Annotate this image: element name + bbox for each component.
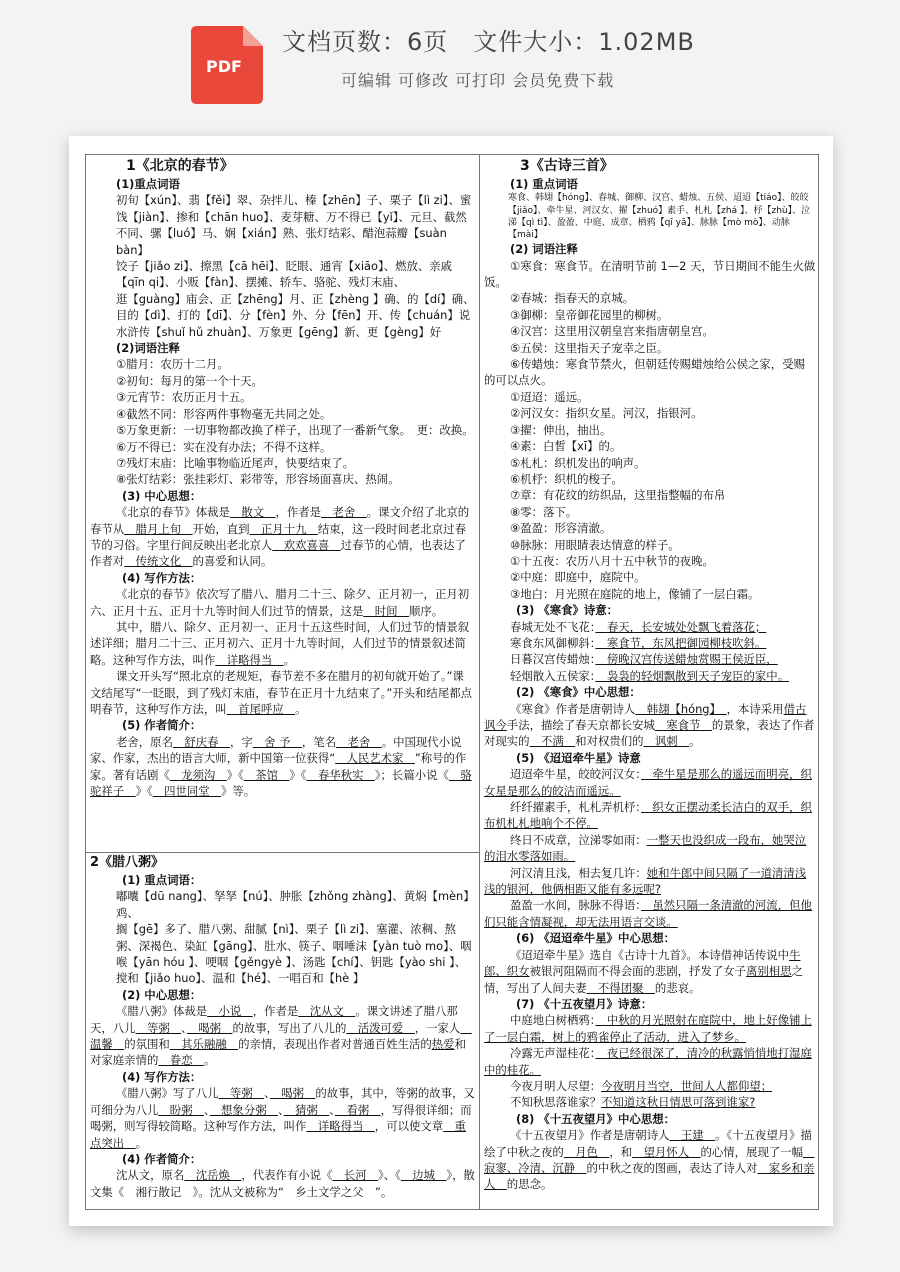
document-page [69, 136, 833, 1226]
text-line: ①十五夜：农历八月十五中秋节的夜晚。 [510, 553, 714, 568]
text-line: 中庭地白树栖鸦： 中秋的月光照射在庭院中，地上好像铺上了一层白霜，树上的鸦雀停止了活动，进入了梦乡。 [484, 1013, 812, 1044]
section-heading: 2《腊八粥》 [90, 855, 165, 870]
text-line: ⑧零：落下。 [510, 504, 578, 519]
text-line: ①腊月：农历十二月。 [116, 357, 229, 372]
text-line: 迢迢牵牛星，皎皎河汉女： 牵牛星是那么的遥远而明亮，织女星是那么的皎洁而遥远。 [484, 767, 812, 798]
section-heading: (3) 中心思想： [122, 488, 202, 503]
text-line: ⑨盈盈：形容清澈。 [510, 521, 612, 536]
section-heading: (2)词语注释 [116, 341, 180, 356]
pdf-icon-label: PDF [206, 57, 242, 76]
document-info-title: 文档页数：6页 文件大小：1.02MB [282, 28, 695, 56]
lesson-1-cell [90, 157, 475, 799]
text-line: 不知秋思落谁家？不知道这秋日情思可落到谁家? [510, 1095, 756, 1110]
text-line: 初旬【xún】、翡【fěi】翠、杂拌儿、榛【zhēn】子、栗子【lì zi】、蜜饯【jiàn】、掺和【chān huo】、麦芽糖、万不得已【yǐ】、元旦、截然不同、骡【luó】马、娴【xián】熟、张灯结彩、醋泡蒜瓣【suàn bàn】 [116, 193, 472, 257]
text-line: 搁【gē】多了、腊八粥、甜腻【nì】、栗子【lì zi】、塞灌、浓稠、熬粥、深褐色、染缸【gāng】、肚水、筷子、咽唾沫【yàn tuò mo】、咽喉【yān hóu 】、哽咽【gěngyè 】、汤匙【chí】、钥匙【yào shi 】、 [116, 922, 472, 970]
section-heading: 1《北京的春节》 [126, 158, 234, 174]
lesson-3-cell [484, 157, 816, 1193]
text-line: ④截然不同：形容两件事物毫无共同之处。 [116, 406, 332, 421]
pdf-file-icon [191, 26, 263, 104]
text-line: 《十五夜望月》作者是唐朝诗人 王建 。《十五夜望月》描绘了中秋之夜的 月色 ，和 望月怀人 的心情，展现了一幅 寂寥、冷清、沉静 的中秋之夜的图画，表达了诗人对 家乡和亲人 的思念。 [484, 1128, 815, 1192]
text-line: ⑤五侯：这里指天子宠幸之臣。 [510, 340, 669, 355]
section-heading: (4) 写作方法： [122, 1069, 202, 1084]
text-line: 《北京的春节》体裁是 散文 ，作者是 老舍 。课文介绍了北京的春节从 腊月上旬 开始，直到 正月十九 结束，这一段时间老北京过春节的习俗。字里行间反映出老北京人 欢欢喜喜 过春节的心情，也表达了作者对 传统文化 的喜爱和认同。 [90, 505, 470, 569]
text-line: ②春城：指春天的京城。 [510, 291, 635, 306]
text-line: ⑧张灯结彩：张挂彩灯、彩带等，形容场面喜庆、热闹。 [116, 472, 400, 487]
text-line: 《北京的春节》依次写了腊八、腊月二十三、除夕、正月初一，正月初六、正月十五、正月十九等时间人们过节的情景，这是 时间 顺序。 [90, 587, 470, 618]
section-heading: (1) 重点词语： [122, 873, 202, 887]
text-line: ④素：白皙【xī】的。 [510, 439, 622, 454]
lesson-2-cell [90, 854, 475, 1200]
text-line: ④汉宫：这里用汉朝皇宫来指唐朝皇宫。 [510, 324, 714, 339]
text-line: 嘟囔【dū nang】、孥孥【nú】、肿胀【zhǒng zhàng】、黄焖【mèn】鸡、 [116, 889, 475, 920]
section-heading: (4) 作者简介： [122, 1151, 202, 1166]
text-line: 《迢迢牵牛星》选自《古诗十九首》。本诗借神话传说中牛郎、织女被银河阻隔而不得会面的悲剧，抒发了女子离别相思之情，写出了人间夫妻 不得团聚 的悲哀。 [484, 947, 803, 995]
text-line: 老舍，原名 舒庆春 ，字 舍 予 ，笔名 老舍 。中国现代小说家、作家，杰出的语言大师，新中国第一位获得“ 人民艺术家 ”称号的作家。著有话剧《 龙须沟 》《 茶馆 》《 春华秋实 》；长篇小说《 骆驼祥子 》《 四世同堂 》等。 [90, 734, 472, 799]
section-heading: (1)重点词语 [116, 177, 180, 191]
text-line: 今夜月明人尽望：今夜明月当空，世间人人都仰望； [510, 1078, 773, 1093]
section-heading: (2) 《寒食》中心思想： [516, 685, 641, 700]
row-divider [86, 852, 479, 853]
text-line: ③御柳：皇帝御花园里的柳树。 [510, 307, 669, 322]
text-line: 冷露无声湿桂花： 夜已经很深了，清冷的秋露悄悄地打湿庭中的桂花。 [484, 1046, 812, 1077]
text-line: 日暮汉宫传蜡烛： 傍晚汉宫传送蜡烛赏赐王侯近臣， [510, 652, 778, 667]
text-line: 目的【dì】、打的【dī】、分【fèn】外、分【fēn】开、传【chuán】说 [116, 308, 471, 323]
section-heading: (2) 词语注释 [510, 242, 578, 257]
text-line: 春城无处不飞花： 春天，长安城处处飘飞着落花； [510, 619, 767, 634]
text-line: 逛【guàng】庙会、正【zhēng】月、正【zhèng 】确、的【dí】确、 [116, 291, 475, 306]
section-heading: (4) 写作方法： [122, 570, 202, 585]
text-line: 纤纤擢素手，札札弄机杼： 织女正摆动柔长洁白的双手，织布机札札地响个不停。 [484, 800, 812, 831]
text-line: ⑦章：有花纹的纺织品，这里指整幅的布帛 [510, 488, 726, 503]
text-line: 《寒食》作者是唐朝诗人 韩翃【hóng】 ，本诗采用借古讽今手法，描绘了春天京都长安城 寒食节 的景象，表达了作者对现实的 不满 和对权贵们的 讽刺 。 [484, 701, 815, 749]
text-line: ⑤万象更新：一切事物都改换了样子，出现了一番新气象。 更：改换。 [116, 423, 474, 438]
text-line: 饺子【jiǎo zi】、擦黑【cā hēi】、眨眼、通宵【xiāo】、燃放、亲戚【qīn qi】、小贩【fàn】、摆摊、轿车、骆驼、残灯末庙、 [116, 259, 453, 290]
text-line: ③地白：月光照在庭院的地上，像铺了一层白霜。 [510, 586, 760, 601]
text-line: 沈从文，原名 沈岳焕 ，代表作有小说《 长河 》、《 边城 》，散文集《 湘行散记 》。沈从文被称为“ 乡土文学之父 ”。 [90, 1168, 475, 1199]
column-divider [479, 155, 480, 1209]
text-line: ⑦残灯末庙：比喻事物临近尾声，快要结束了。 [116, 455, 355, 470]
text-line: ②初旬：每月的第一个十天。 [116, 373, 263, 388]
notes-table [85, 154, 819, 1210]
text-line: 河汉清且浅，相去复几许：她和牛郎中间只隔了一道清清浅浅的银河，他俩相距又能有多远呢? [484, 865, 807, 897]
text-line: ⑥万不得已：实在没有办法；不得不这样。 [116, 439, 332, 454]
text-line: 《腊八粥》体裁是 小说 ，作者是 沈从文 。课文讲述了腊八那天，八儿 等粥 、 喝粥 的故事，写出了八儿的 活泼可爱 ，一家人 温馨 的氛围和 其乐融融 的亲情，表现出作者对普通百姓生活的热爱和对家庭亲情的 眷恋 。 [90, 1004, 472, 1068]
text-line: ②河汉女：指织女星。河汉，指银河。 [510, 406, 703, 421]
text-line: 搅和【jiǎo huo】、温和【hé】、一唱百和【hè 】 [116, 971, 365, 986]
document-features-subtitle: 可编辑 可修改 可打印 会员免费下载 [341, 71, 615, 90]
section-heading: (7) 《十五夜望月》诗意： [516, 996, 653, 1011]
text-line: ①寒食：寒食节。在清明节前 1—2 天，节日期间不能生火做饭。 [484, 258, 816, 290]
text-line: ②中庭：即庭中，庭院中。 [510, 570, 646, 585]
section-heading: (3) 《寒食》诗意： [516, 603, 619, 618]
section-heading: 3《古诗三首》 [520, 158, 614, 174]
text-line: 水浒传【shuǐ hǔ zhuàn】、万象更【gēng】新、更【gèng】好 [116, 324, 442, 339]
text-line: 寒食、韩翃【hóng】、春城、御柳、汉宫、蜡烛、五侯、迢迢【tiáo】、皎皎【jiǎo】、牵牛星、河汉女、擢【zhuó】素手、札札【zhá 】、杼【zhù】、泣涕【qì tì】、盈盈、中庭、成章、栖鸦【qī yā】、脉脉【mò mò】、动脉【mài】 [508, 193, 811, 241]
text-line: 寒食东风御柳斜： 寒食节，东风把御园柳枝吹斜。 [510, 635, 767, 650]
text-line: ⑩脉脉：用眼睛表达情意的样子。 [510, 537, 680, 552]
section-heading: (6) 《迢迢牵牛星》中心思想： [516, 931, 675, 946]
section-heading: (8) 《十五夜望月》中心思想： [516, 1111, 675, 1126]
section-heading: (1) 重点词语 [510, 177, 578, 191]
text-line: 终日不成章，泣涕零如雨：一整天也没织成一段布，她哭泣的泪水零落如雨。 [484, 832, 807, 864]
text-line: 盈盈一水间，脉脉不得语： 虽然只隔一条清澈的河流，但他们只能含情凝视，却无法用语言交谈。 [484, 898, 812, 929]
text-line: ⑥机杼：织机的梭子。 [510, 471, 623, 486]
section-heading: (5) 作者简介： [122, 718, 202, 733]
text-line: 轻烟散入五侯家： 袅袅的轻烟飘散到天子宠臣的家中。 [510, 668, 790, 683]
text-line: ⑥传蜡烛：寒食节禁火，但朝廷传赐蜡烛给公侯之家，受赐的可以点火。 [484, 357, 805, 388]
text-line: ③元宵节：农历正月十五。 [116, 390, 252, 405]
section-heading: (2) 中心思想： [122, 987, 202, 1002]
text-line: 课文开头写“照北京的老规矩，春节差不多在腊月的初旬就开始了。”课文结尾写“一眨眼，到了残灯末庙，春节在正月十九结束了。”开头和结尾都点明春节，这种写作方法，叫 首尾呼应 。 [90, 669, 472, 716]
text-line: ⑤札札：织机发出的响声。 [510, 455, 646, 470]
section-heading: (5) 《迢迢牵牛星》诗意 [516, 750, 641, 765]
download-banner [0, 0, 900, 132]
text-line: ①迢迢：遥远。 [510, 389, 589, 404]
text-line: 其中，腊八、除夕、正月初一、正月十五这些时间，人们过节的情景叙述详细；腊月二十三、正月初六、正月十九等时间，人们过节的情景叙述简略。这种写作方法，叫作 详略得当 。 [90, 619, 470, 667]
text-line: ③擢：伸出，抽出。 [510, 422, 612, 437]
text-line: 《腊八粥》写了八儿 等粥 、 喝粥 的故事，其中，等粥的故事，又可细分为八儿 盼粥 、 想象分粥 、 猜粥 、 看粥 ，写得很详细；而喝粥，则写得较简略。这种写作方法，叫作 详略得当 ，可以使文章 重点突出 。 [90, 1086, 475, 1150]
